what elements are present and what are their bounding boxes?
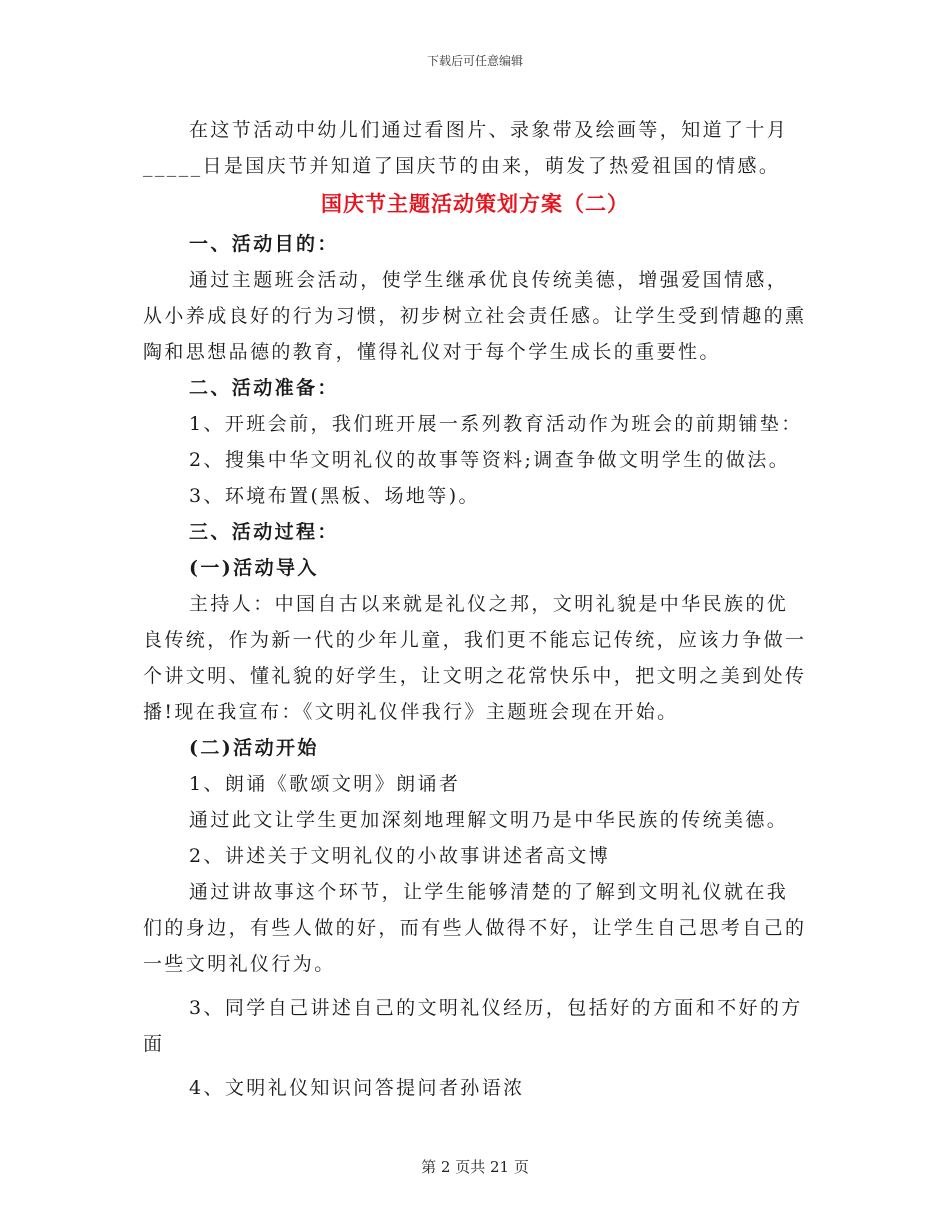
activity-item-4: 4、文明礼仪知识问答提问者孙语浓 <box>189 1077 525 1099</box>
story-paragraph: 通过讲故事这个环节，让学生能够清楚的了解到文明礼仪就在我们的身边，有些人做的好，而有些人做得不好，让学生自己思考自己的一些文明礼仪行为。 <box>143 881 807 975</box>
prep-item-3: 3、环境布置(黑板、场地等)。 <box>189 485 480 507</box>
activity-item-1-desc: 通过此文让学生更加深刻地理解文明乃是中华民族的传统美德。 <box>189 809 789 831</box>
subheading-intro: (一)活动导入 <box>189 557 319 579</box>
page-header: 下载后可任意编辑 <box>426 54 523 68</box>
page-number: 第 2 页共 21 页 <box>421 1158 529 1176</box>
document-body <box>143 112 807 1106</box>
activity-item-1: 1、朗诵《歌颂文明》朗诵者 <box>189 773 461 795</box>
subheading-start: (二)活动开始 <box>189 737 319 759</box>
intro-paragraph: 在这节活动中幼儿们通过看图片、录象带及绘画等，知道了十月_____日是国庆节并知道了国庆节的由来，萌发了热爱祖国的情感。 <box>143 119 789 177</box>
heading-purpose: 一、活动目的： <box>189 233 339 255</box>
host-paragraph: 主持人：中国自古以来就是礼仪之邦，文明礼貌是中华民族的优良传统，作为新一代的少年儿童，我们更不能忘记传统，应该力争做一个讲文明、懂礼貌的好学生，让文明之花常快乐中，把文明之美到处传播!现在我宣布：《文明礼仪伴我行》主题班会现在开始。 <box>143 593 807 723</box>
heading-preparation: 二、活动准备： <box>189 377 339 399</box>
activity-item-3: 3、同学自己讲述自己的文明礼仪经历，包括好的方面和不好的方面 <box>143 997 803 1055</box>
activity-item-2: 2、讲述关于文明礼仪的小故事讲述者高文博 <box>189 845 611 867</box>
purpose-paragraph: 通过主题班会活动，使学生继承优良传统美德，增强爱国情感，从小养成良好的行为习惯，初步树立社会责任感。让学生受到情趣的熏陶和思想品德的教育，懂得礼仪对于每个学生成长的重要性。 <box>143 269 807 363</box>
heading-process: 三、活动过程： <box>189 521 339 543</box>
prep-item-2: 2、搜集中华文明礼仪的故事等资料;调查争做文明学生的做法。 <box>189 449 791 471</box>
section-title: 国庆节主题活动策划方案（二） <box>321 191 629 216</box>
prep-item-1: 1、开班会前，我们班开展一系列教育活动作为班会的前期铺垫： <box>189 413 803 435</box>
